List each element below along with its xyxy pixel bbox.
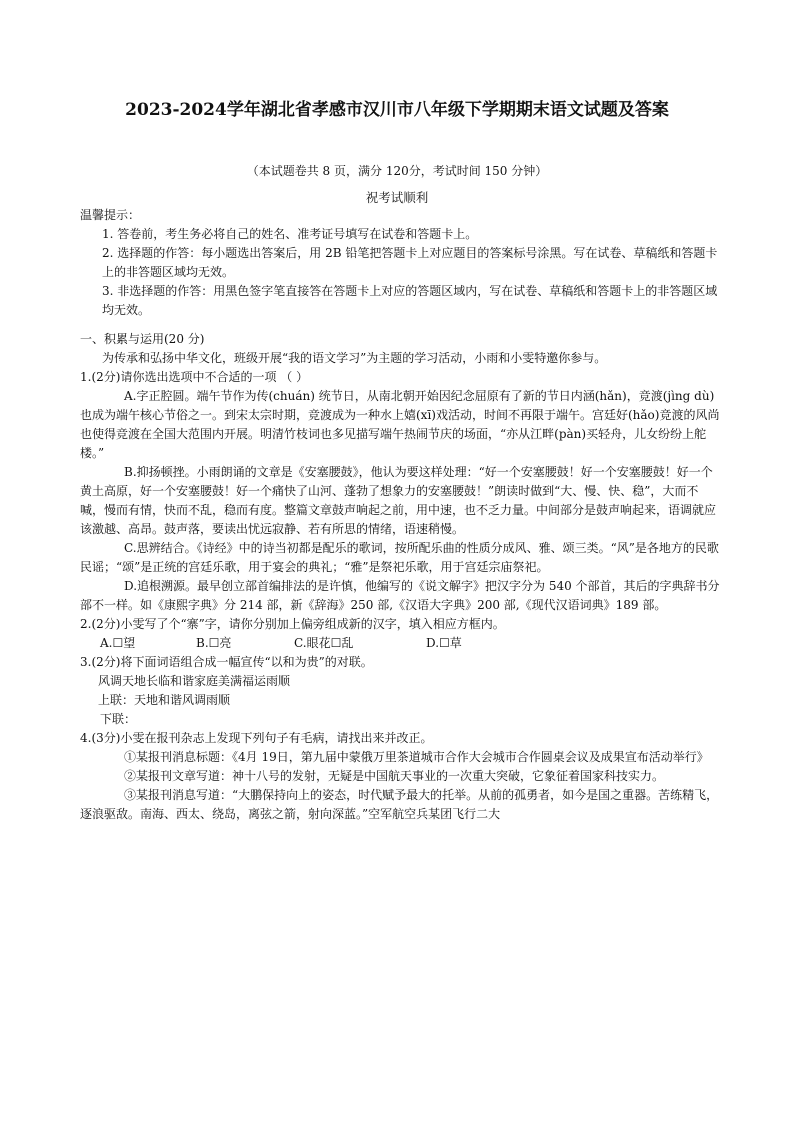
exam-content xyxy=(80,206,720,824)
question-stem: 2.(2分)小雯写了个“寨”字，请你分别加上偏旁组成新的汉字，填入相应方框内。 xyxy=(80,617,505,631)
question-2 xyxy=(80,615,720,653)
q1-option-a: A.字正腔圆。端午节作为传(chuán) 统节日，从南北朝开始因纪念屈原有了新的节日内涵(hǎn)，竞渡(jìng dù) 也成为端午核心节俗之一。到宋太宗时期，竞渡成为一种水上嬉(xī)戏活动，时间不再限于端午。宫廷好(hǎo)竞渡的风尚也使得竞渡在全国大范围内开展。明清竹枝词也多见描写端午热闹节庆的场面，“亦从江畔(pàn)买轻舟，儿女纷纷上舵楼。” xyxy=(80,389,720,460)
question-4 xyxy=(80,729,720,824)
q2-options xyxy=(80,634,720,653)
exam-info: （本试题卷共 8 页，满分 120分，考试时间 150 分钟） xyxy=(246,164,548,178)
q3-lower-couplet: 下联： xyxy=(100,712,137,726)
tip-item: 2. 选择题的作答：每小题选出答案后，用 2B 铅笔把答题卡上对应题目的答案标号涂黑。写在试卷、草稿纸和答题卡上的非答题区域均无效。 xyxy=(102,246,718,279)
q2-option-b: B.☐亮 xyxy=(196,636,232,650)
q2-option-c: C.眼花☐乱 xyxy=(294,636,354,650)
tips-heading: 温馨提示： xyxy=(80,208,141,222)
section-1 xyxy=(80,330,720,368)
section-heading: 一、积累与运用(20 分) xyxy=(80,332,205,346)
question-3 xyxy=(80,653,720,729)
tips-block xyxy=(80,206,720,320)
question-stem: 3.(2分)将下面词语组合成一幅宣传“以和为贵”的对联。 xyxy=(80,655,373,669)
good-luck-text: 祝考试顺利 xyxy=(365,190,429,205)
question-stem: 4.(3分)小雯在报刊杂志上发现下列句子有毛病，请找出来并改正。 xyxy=(80,731,433,745)
q1-option-c: C.思辨结合。《诗经》中的诗当初都是配乐的歌词，按所配乐曲的性质分成风、雅、颂三类。“风”是各地方的民歌民谣；“颂”是正统的宫廷乐歌，用于宴会的典礼；“雅”是祭祀乐歌，用于宫廷宗庙祭祀。 xyxy=(80,541,719,574)
question-stem: 1.(2分)请你选出选项中不合适的一项 （ ） xyxy=(80,370,309,384)
q1-option-d: D.追根溯源。最早创立部首编排法的是许慎，他编写的《说文解字》把汉字分为 540 个部首，其后的字典辞书分部不一样。如《康熙字典》分 214 部，新《辞海》250 部,《汉语大字典》200 部,《现代汉语词典》189 部。 xyxy=(80,579,720,612)
q2-option-d: D.☐草 xyxy=(426,636,462,650)
q1-option-b: B.抑扬顿挫。小雨朗诵的文章是《安塞腰鼓》，他认为要这样处理：“好一个安塞腰鼓！好一个安塞腰鼓！好一个黄土高原，好一个安塞腰鼓！好一个痛快了山河、蓬勃了想象力的安塞腰鼓！”朗读时做到“大、慢、快、稳”，大而不喊，慢而有情，快而不乱，稳而有度。整篇文章鼓声响起之前，用中速，也不乏力量。中间部分是鼓声响起来，语调就应该激越、高昂。鼓声落，要读出忧远寂静、若有所思的情绪，语速稍慢。 xyxy=(80,465,717,536)
question-1 xyxy=(80,368,720,615)
q3-words: 风调天地长临和谐家庭美满福运雨顺 xyxy=(98,674,291,688)
q4-item: ③某报刊消息写道：“大鹏保持向上的姿态，时代赋予最大的托举。从前的孤勇者，如今是国之重器。苦练精飞，逐浪驱敌。南海、西太、绕岛，离弦之箭，射向深蓝。”空军航空兵某团飞行二大 xyxy=(80,788,719,821)
q4-item: ②某报刊文章写道：神十八号的发射，无疑是中国航天事业的一次重大突破，它象征着国家科技实力。 xyxy=(124,769,665,783)
q4-item: ①某报刊消息标题：《4月 19日，第九届中蒙俄万里茶道城市合作大会城市合作圆桌会议及成果宣布活动举行》 xyxy=(124,750,709,764)
tip-item: 1. 答卷前，考生务必将自己的姓名、准考证号填写在试卷和答题卡上。 xyxy=(102,227,478,241)
q3-upper-couplet: 上联：天地和谐风调雨顺 xyxy=(98,693,231,707)
page-title: 2023-2024学年湖北省孝感市汉川市八年级下学期期末语文试题及答案 xyxy=(125,100,669,120)
q2-option-a: A.☐望 xyxy=(100,636,136,650)
tip-item: 3. 非选择题的作答：用黑色签字笔直接答在答题卡上对应的答题区域内，写在试卷、草稿纸和答题卡上的非答题区域均无效。 xyxy=(102,284,718,317)
section-intro: 为传承和弘扬中华文化，班级开展“我的语文学习”为主题的学习活动，小雨和小雯特邀你参与。 xyxy=(102,351,607,365)
